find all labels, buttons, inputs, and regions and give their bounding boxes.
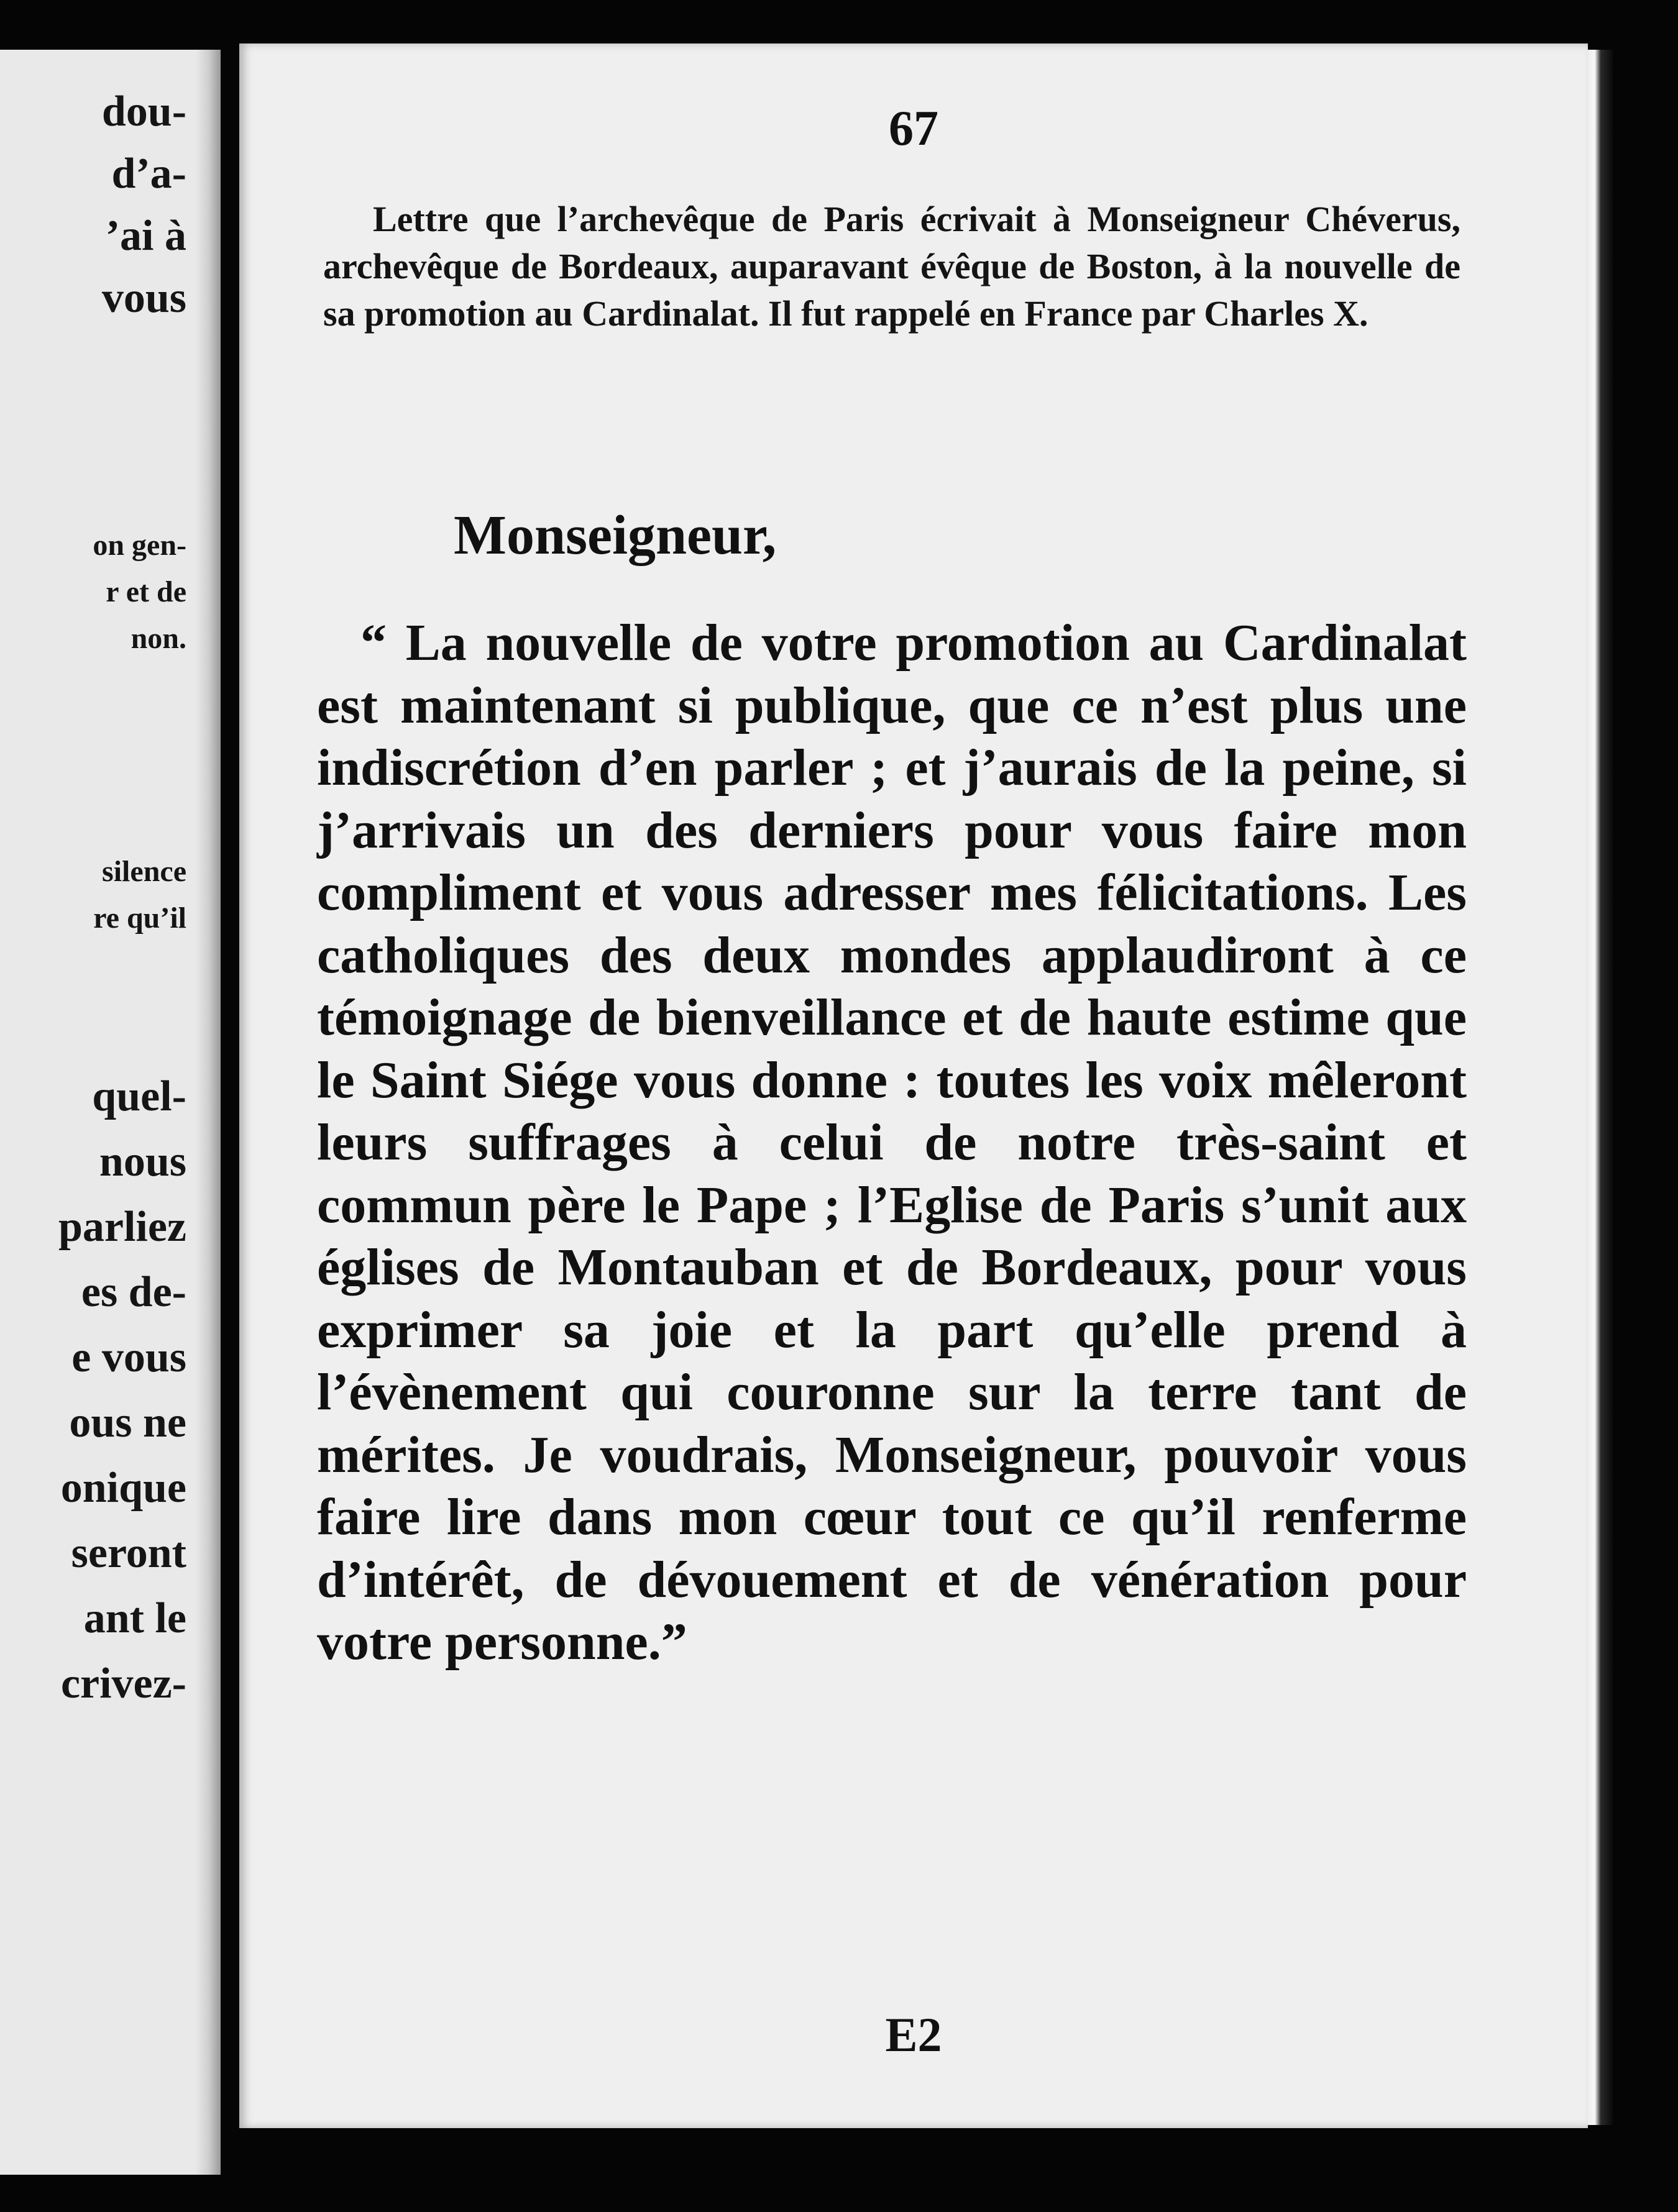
book-page-67 [239,43,1588,2128]
left-page-line: dou- [101,88,186,135]
left-page-line: silence [102,855,186,888]
left-page-fragment [0,50,221,2175]
left-page-line: r et de [106,575,186,608]
left-page-line: re qu’il [93,902,186,935]
left-page-line: e vous [71,1333,186,1381]
left-page-line: vous [101,274,186,322]
salutation: Monseigneur, [454,505,777,566]
signature-mark: E2 [885,2008,942,2062]
letter-heading-text: Lettre que l’archevêque de Paris écrivait à Monseigneur Chéverus, archevêque de Bordeaux, auparavant évêque de Boston, à la nouvelle de sa promotion au Cardinalat. Il fut rappelé en France par Charles X. [323,199,1460,334]
page-number: 67 [889,101,938,156]
left-page-line: ous ne [69,1399,186,1446]
left-page-line: parliez [58,1203,186,1251]
left-page-line: nous [99,1138,186,1186]
left-page-line: on gen- [93,529,186,562]
letter-heading [323,196,1460,337]
letter-body [317,612,1467,1674]
left-page-line: ’ai à [105,212,186,260]
left-page-line: d’a- [111,150,186,198]
left-page-line: onique [60,1464,186,1512]
left-page-line: non. [131,622,186,655]
left-page-line: seront [71,1529,186,1577]
letter-body-text: “ La nouvelle de votre promotion au Cardinalat est maintenant si publique, que ce n’est plus une indiscrétion d’en parler ; et j’aurais de la peine, si j’arrivais un des derniers pour vous faire mon compliment et vous adresser mes félicitations. Les catholiques des deux mondes applaudiront à ce témoignage de bienveillance et de haute estime que le Saint Siége vous donne : toutes les voix mêleront leurs suffrages à celui de notre très-saint et commun père le Pape ; l’Eglise de Paris s’unit aux églises de Montauban et de Bordeaux, pour vous exprimer sa joie et la part qu’elle prend à l’évènement qui couronne sur la terre tant de mérites. Je voudrais, Monseigneur, pouvoir vous faire lire dans mon cœur tout ce qu’il renferme d’intérêt, de dévouement et de vénération pour votre personne.” [317,614,1467,1671]
left-page-line: ant le [83,1594,186,1642]
left-page-line: es de- [81,1268,186,1316]
left-page-line: quel- [92,1072,186,1120]
book-gutter [196,50,221,2175]
left-page-line: crivez- [60,1660,186,1707]
